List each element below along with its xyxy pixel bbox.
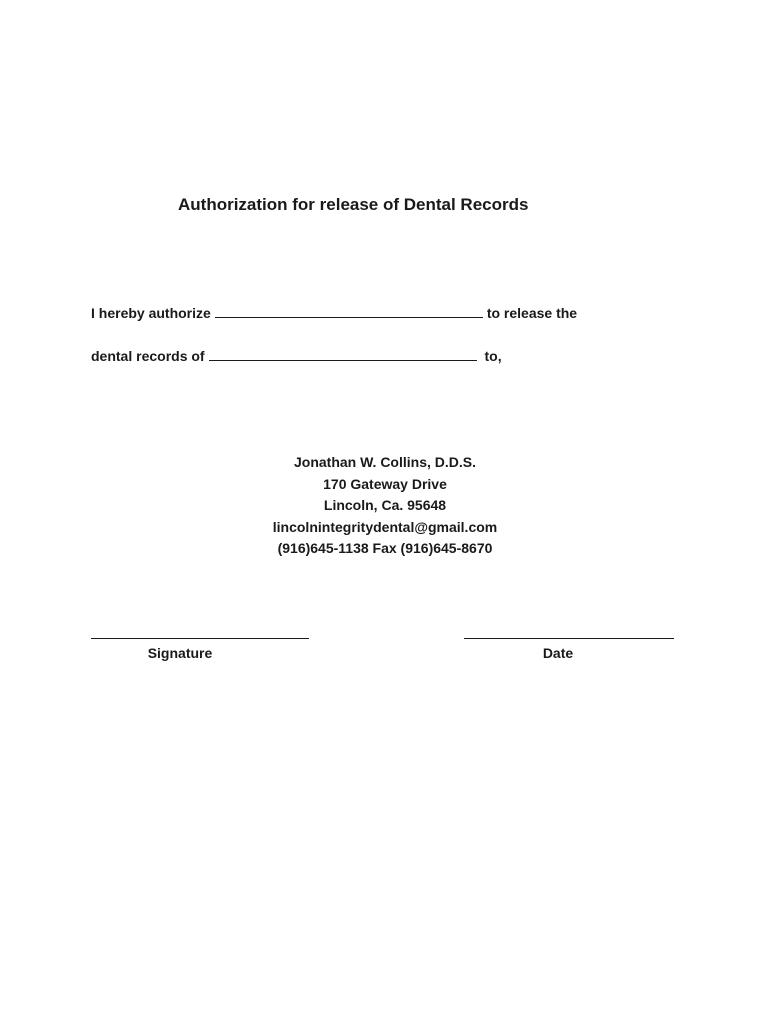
signature-line[interactable] xyxy=(91,638,309,639)
document-title: Authorization for release of Dental Records xyxy=(178,195,529,214)
recipient-address xyxy=(0,452,770,560)
signature-label: Signature xyxy=(147,645,213,661)
records-prefix: dental records of xyxy=(91,348,205,364)
city-state-zip: Lincoln, Ca. 95648 xyxy=(323,497,447,513)
doctor-name: Jonathan W. Collins, D.D.S. xyxy=(293,454,476,470)
patient-name-blank[interactable] xyxy=(209,346,477,361)
records-suffix: to, xyxy=(484,348,502,364)
email-address: lincolnintegritydental@gmail.com xyxy=(272,518,498,535)
date-label: Date xyxy=(542,645,574,661)
authorized-party-blank[interactable] xyxy=(215,303,483,318)
street-address: 170 Gateway Drive xyxy=(323,475,447,492)
authorize-line xyxy=(91,303,577,321)
phone-fax: (916)645-1138 Fax (916)645-8670 xyxy=(277,540,493,556)
date-line[interactable] xyxy=(464,638,674,639)
records-line xyxy=(91,346,502,364)
authorize-suffix: to release the xyxy=(486,305,578,321)
authorize-prefix: I hereby authorize xyxy=(91,305,211,321)
